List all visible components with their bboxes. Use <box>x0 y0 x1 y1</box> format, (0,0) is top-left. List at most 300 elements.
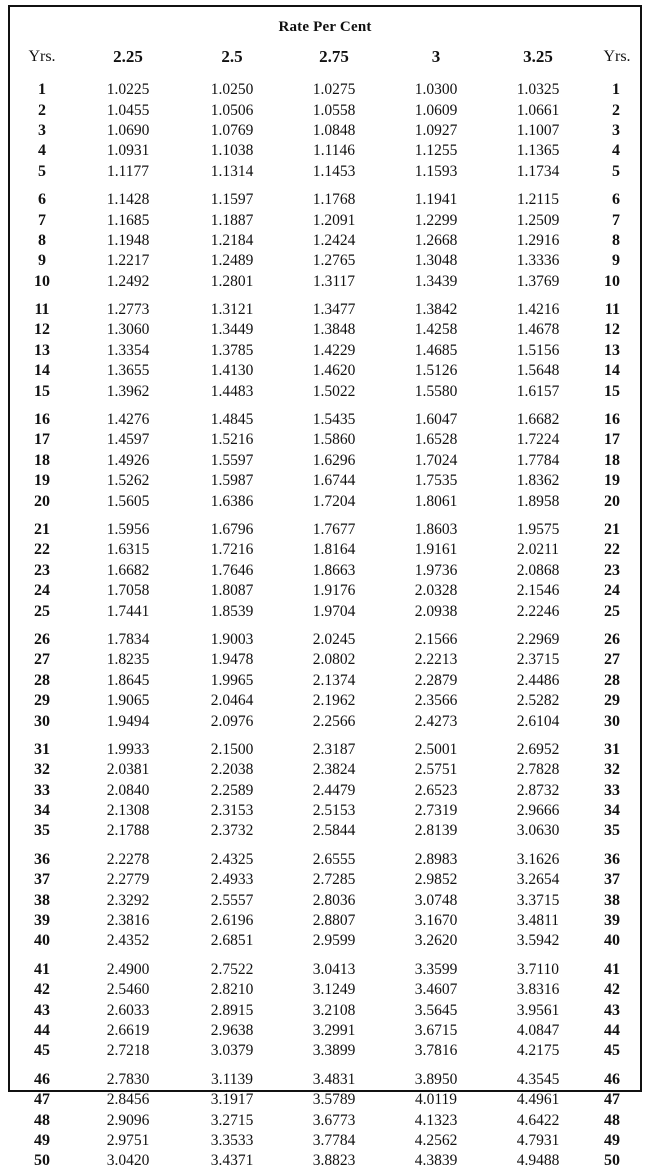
value-cell: 2.2969 <box>516 630 560 648</box>
year-cell-left: 30 <box>34 712 50 730</box>
year-cell-right: 39 <box>604 912 620 930</box>
table-row <box>10 952 644 980</box>
year-cell-right: 14 <box>604 362 620 380</box>
year-cell-left: 28 <box>34 671 50 689</box>
value-cell: 1.5435 <box>312 411 356 429</box>
value-cell: 3.7816 <box>414 1042 458 1060</box>
value-cell: 1.5956 <box>106 521 150 538</box>
value-cell: 1.9161 <box>414 541 458 559</box>
table-row <box>10 292 644 320</box>
year-cell-left: 36 <box>34 850 50 868</box>
value-cell: 3.7784 <box>312 1131 356 1149</box>
value-cell: 2.6196 <box>210 912 254 930</box>
value-cell: 2.3292 <box>106 891 150 909</box>
value-cell: 2.7285 <box>312 871 356 889</box>
value-cell: 2.4352 <box>106 932 150 950</box>
value-cell: 1.2801 <box>210 272 254 290</box>
table-row <box>10 381 644 401</box>
year-cell-left: 46 <box>34 1070 50 1088</box>
value-cell: 3.1670 <box>414 912 458 930</box>
value-cell: 2.2779 <box>106 871 150 889</box>
value-cell: 1.1734 <box>516 162 560 180</box>
value-cell: 1.1453 <box>312 162 356 180</box>
value-cell: 3.2620 <box>414 932 458 950</box>
value-cell: 2.4325 <box>210 850 254 868</box>
value-cell: 2.3187 <box>312 740 356 758</box>
value-cell: 1.7677 <box>312 521 356 538</box>
year-cell-left: 13 <box>34 341 50 359</box>
value-cell: 1.1428 <box>106 191 150 209</box>
value-cell: 1.5860 <box>312 431 356 449</box>
year-cell-left: 12 <box>34 321 50 339</box>
table-row <box>10 402 644 430</box>
spacer-row <box>10 70 644 80</box>
value-cell: 2.5557 <box>210 891 254 909</box>
value-cell: 3.2715 <box>210 1111 254 1129</box>
value-cell: 4.4961 <box>516 1091 560 1109</box>
value-cell: 2.8732 <box>516 781 560 799</box>
value-cell: 1.4685 <box>414 341 458 359</box>
value-cell: 1.7441 <box>106 602 150 620</box>
value-cell: 1.9933 <box>106 740 150 758</box>
value-cell: 1.4258 <box>414 321 458 339</box>
year-cell-left: 31 <box>34 740 50 758</box>
value-cell: 1.1768 <box>312 191 356 209</box>
table-row <box>10 1062 644 1090</box>
table-row <box>10 231 644 251</box>
value-cell: 2.3715 <box>516 651 560 669</box>
value-cell: 3.4811 <box>516 912 560 930</box>
year-cell-left: 24 <box>34 582 50 600</box>
year-cell-right: 18 <box>604 451 620 469</box>
value-cell: 3.2654 <box>516 871 560 889</box>
year-cell-left: 1 <box>38 81 46 99</box>
value-cell: 1.6682 <box>106 561 150 579</box>
value-cell: 1.2916 <box>516 231 560 249</box>
value-cell: 1.2091 <box>312 211 356 229</box>
value-cell: 1.5580 <box>414 382 458 400</box>
year-cell-left: 15 <box>34 382 50 400</box>
value-cell: 1.3655 <box>106 362 150 380</box>
value-cell: 3.8316 <box>516 981 560 999</box>
value-cell: 1.6528 <box>414 431 458 449</box>
value-cell: 1.3477 <box>312 301 356 319</box>
year-cell-left: 21 <box>34 521 50 538</box>
table-row <box>10 162 644 182</box>
value-cell: 2.0211 <box>516 541 560 559</box>
value-cell: 1.2765 <box>312 252 356 270</box>
year-cell-left: 8 <box>38 231 46 249</box>
table-body <box>10 70 644 1172</box>
year-cell-left: 7 <box>38 211 46 229</box>
value-cell: 1.5126 <box>414 362 458 380</box>
value-cell: 1.0225 <box>106 81 150 99</box>
year-cell-right: 36 <box>604 850 620 868</box>
value-cell: 2.0840 <box>106 781 150 799</box>
value-cell: 2.7319 <box>414 802 458 820</box>
year-cell-left: 19 <box>34 472 50 490</box>
value-cell: 1.4620 <box>312 362 356 380</box>
year-cell-right: 21 <box>604 521 620 538</box>
table-row <box>10 121 644 141</box>
value-cell: 2.6555 <box>312 850 356 868</box>
value-cell: 2.6619 <box>106 1021 150 1039</box>
year-cell-left: 45 <box>34 1042 50 1060</box>
year-cell-right: 15 <box>604 382 620 400</box>
year-cell-right: 29 <box>604 692 620 710</box>
value-cell: 1.3785 <box>210 341 254 359</box>
value-cell: 1.4130 <box>210 362 254 380</box>
year-cell-left: 32 <box>34 761 50 779</box>
value-cell: 2.3824 <box>312 761 356 779</box>
year-cell-right: 34 <box>604 802 620 820</box>
year-cell-right: 17 <box>604 431 620 449</box>
value-cell: 2.1546 <box>516 582 560 600</box>
value-cell: 2.9096 <box>106 1111 150 1129</box>
year-cell-right: 22 <box>604 541 620 559</box>
value-cell: 3.6773 <box>312 1111 356 1129</box>
year-cell-left: 6 <box>38 191 46 209</box>
value-cell: 1.1365 <box>516 142 560 160</box>
table-row <box>10 911 644 931</box>
value-cell: 1.5648 <box>516 362 560 380</box>
value-cell: 4.6422 <box>516 1111 560 1129</box>
table-row <box>10 821 644 841</box>
value-cell: 3.1917 <box>210 1091 254 1109</box>
value-cell: 4.0847 <box>516 1021 560 1039</box>
value-cell: 1.4216 <box>516 301 560 319</box>
value-cell: 3.7110 <box>516 960 560 978</box>
value-cell: 1.9575 <box>516 521 560 538</box>
value-cell: 2.6952 <box>516 740 560 758</box>
value-cell: 1.8061 <box>414 492 458 510</box>
year-cell-right: 27 <box>604 651 620 669</box>
value-cell: 2.9599 <box>312 932 356 950</box>
value-cell: 1.4276 <box>106 411 150 429</box>
value-cell: 1.1314 <box>210 162 254 180</box>
value-cell: 3.0379 <box>210 1042 254 1060</box>
year-cell-right: 7 <box>612 211 620 229</box>
year-cell-right: 40 <box>604 932 620 950</box>
value-cell: 4.3545 <box>516 1070 560 1088</box>
value-cell: 2.2213 <box>414 651 458 669</box>
table-row <box>10 732 644 760</box>
value-cell: 1.7058 <box>106 582 150 600</box>
year-cell-right: 47 <box>604 1091 620 1109</box>
table-row <box>10 141 644 161</box>
table-row <box>10 471 644 491</box>
table-row <box>10 890 644 910</box>
value-cell: 3.1249 <box>312 981 356 999</box>
value-cell: 2.2566 <box>312 712 356 730</box>
table-row <box>10 361 644 381</box>
value-cell: 2.5844 <box>312 822 356 840</box>
year-cell-left: 4 <box>38 142 46 160</box>
value-cell: 2.0328 <box>414 582 458 600</box>
value-cell: 4.2562 <box>414 1131 458 1149</box>
value-cell: 1.4483 <box>210 382 254 400</box>
value-cell: 1.5605 <box>106 492 150 510</box>
year-cell-left: 5 <box>38 162 46 180</box>
table-row <box>10 870 644 890</box>
value-cell: 1.1887 <box>210 211 254 229</box>
year-cell-left: 38 <box>34 891 50 909</box>
value-cell: 3.5789 <box>312 1091 356 1109</box>
value-cell: 3.4607 <box>414 981 458 999</box>
value-cell: 2.2038 <box>210 761 254 779</box>
year-cell-left: 20 <box>34 492 50 510</box>
value-cell: 1.8645 <box>106 671 150 689</box>
year-cell-right: 19 <box>604 472 620 490</box>
value-cell: 1.4678 <box>516 321 560 339</box>
value-cell: 1.1941 <box>414 191 458 209</box>
value-cell: 2.4900 <box>106 960 150 978</box>
rate-table <box>10 44 644 1172</box>
table-row <box>10 622 644 650</box>
year-cell-right: 8 <box>612 231 620 249</box>
value-cell: 1.7204 <box>312 492 356 510</box>
table-row <box>10 1041 644 1061</box>
year-cell-left: 43 <box>34 1001 50 1019</box>
year-cell-right: 6 <box>612 191 620 209</box>
value-cell: 2.8915 <box>210 1001 254 1019</box>
year-cell-right: 4 <box>612 142 620 160</box>
value-cell: 1.2217 <box>106 252 150 270</box>
year-cell-right: 16 <box>604 411 620 429</box>
table-row <box>10 1000 644 1020</box>
value-cell: 3.8823 <box>312 1152 356 1170</box>
value-cell: 1.2115 <box>516 191 560 209</box>
value-cell: 1.0690 <box>106 121 150 139</box>
value-cell: 4.7931 <box>516 1131 560 1149</box>
value-cell: 2.6851 <box>210 932 254 950</box>
value-cell: 1.2184 <box>210 231 254 249</box>
value-cell: 1.5987 <box>210 472 254 490</box>
table-row <box>10 650 644 670</box>
year-cell-left: 25 <box>34 602 50 620</box>
value-cell: 2.5751 <box>414 761 458 779</box>
value-cell: 2.8983 <box>414 850 458 868</box>
year-cell-left: 23 <box>34 561 50 579</box>
table-row <box>10 801 644 821</box>
year-cell-left: 22 <box>34 541 50 559</box>
year-cell-right: 24 <box>604 582 620 600</box>
value-cell: 1.8087 <box>210 582 254 600</box>
value-cell: 2.2879 <box>414 671 458 689</box>
value-cell: 1.2299 <box>414 211 458 229</box>
value-cell: 1.7834 <box>106 630 150 648</box>
value-cell: 3.3899 <box>312 1042 356 1060</box>
value-cell: 1.6315 <box>106 541 150 559</box>
year-cell-left: 18 <box>34 451 50 469</box>
value-cell: 4.2175 <box>516 1042 560 1060</box>
value-cell: 2.3153 <box>210 802 254 820</box>
year-cell-left: 3 <box>38 121 46 139</box>
year-cell-right: 48 <box>604 1111 620 1129</box>
year-cell-left: 48 <box>34 1111 50 1129</box>
year-cell-left: 39 <box>34 912 50 930</box>
value-cell: 2.1500 <box>210 740 254 758</box>
value-cell: 3.1139 <box>210 1070 254 1088</box>
value-cell: 1.4597 <box>106 431 150 449</box>
table-row <box>10 581 644 601</box>
value-cell: 2.3732 <box>210 822 254 840</box>
rate-header: 3 <box>431 47 441 66</box>
value-cell: 3.4371 <box>210 1152 254 1170</box>
value-cell: 2.1308 <box>106 802 150 820</box>
year-cell-left: 49 <box>34 1131 50 1149</box>
year-cell-left: 9 <box>38 252 46 270</box>
value-cell: 1.2509 <box>516 211 560 229</box>
year-cell-left: 33 <box>34 781 50 799</box>
value-cell: 1.7535 <box>414 472 458 490</box>
value-cell: 2.9852 <box>414 871 458 889</box>
value-cell: 1.8235 <box>106 651 150 669</box>
value-cell: 1.2424 <box>312 231 356 249</box>
value-cell: 2.9666 <box>516 802 560 820</box>
value-cell: 1.3439 <box>414 272 458 290</box>
year-cell-right: 35 <box>604 822 620 840</box>
year-cell-right: 11 <box>604 301 620 319</box>
value-cell: 3.5645 <box>414 1001 458 1019</box>
value-cell: 1.2668 <box>414 231 458 249</box>
value-cell: 3.3599 <box>414 960 458 978</box>
value-cell: 1.3354 <box>106 341 150 359</box>
value-cell: 2.5460 <box>106 981 150 999</box>
value-cell: 2.6104 <box>516 712 560 730</box>
value-cell: 1.9003 <box>210 630 254 648</box>
value-cell: 4.0119 <box>414 1091 458 1109</box>
table-row <box>10 210 644 230</box>
value-cell: 1.2773 <box>106 301 150 319</box>
value-cell: 3.0413 <box>312 960 356 978</box>
year-cell-left: 35 <box>34 822 50 840</box>
year-cell-left: 44 <box>34 1021 50 1039</box>
value-cell: 1.3962 <box>106 382 150 400</box>
year-cell-right: 50 <box>604 1152 620 1170</box>
value-cell: 2.4486 <box>516 671 560 689</box>
value-cell: 1.9704 <box>312 602 356 620</box>
year-cell-right: 38 <box>604 891 620 909</box>
table-row <box>10 781 644 801</box>
value-cell: 1.0275 <box>312 81 356 99</box>
value-cell: 1.9965 <box>210 671 254 689</box>
value-cell: 1.8164 <box>312 541 356 559</box>
value-cell: 1.6744 <box>312 472 356 490</box>
value-cell: 2.0868 <box>516 561 560 579</box>
value-cell: 3.4831 <box>312 1070 356 1088</box>
table-row <box>10 561 644 581</box>
table-row <box>10 601 644 621</box>
table-row <box>10 341 644 361</box>
value-cell: 1.0300 <box>414 81 458 99</box>
table-row <box>10 512 644 540</box>
value-cell: 2.4933 <box>210 871 254 889</box>
value-cell: 2.7218 <box>106 1042 150 1060</box>
value-cell: 1.0250 <box>210 81 254 99</box>
value-cell: 1.3336 <box>516 252 560 270</box>
value-cell: 1.8958 <box>516 492 560 510</box>
value-cell: 1.7784 <box>516 451 560 469</box>
year-cell-left: 27 <box>34 651 50 669</box>
value-cell: 1.9065 <box>106 692 150 710</box>
header-row <box>10 44 644 70</box>
value-cell: 2.1962 <box>312 692 356 710</box>
value-cell: 1.4229 <box>312 341 356 359</box>
year-cell-left: 16 <box>34 411 50 429</box>
value-cell: 1.6157 <box>516 382 560 400</box>
value-cell: 1.3848 <box>312 321 356 339</box>
value-cell: 2.5282 <box>516 692 560 710</box>
table-row <box>10 1090 644 1110</box>
year-cell-right: 1 <box>612 81 620 99</box>
rate-header: 3.25 <box>523 47 553 66</box>
rate-header: 2.5 <box>221 47 243 66</box>
value-cell: 1.1146 <box>312 142 356 160</box>
year-cell-right: 5 <box>612 162 620 180</box>
table-row <box>10 1151 644 1171</box>
value-cell: 1.8603 <box>414 521 458 538</box>
value-cell: 1.6796 <box>210 521 254 538</box>
value-cell: 3.0748 <box>414 891 458 909</box>
value-cell: 4.9488 <box>516 1152 560 1170</box>
value-cell: 4.3839 <box>414 1152 458 1170</box>
value-cell: 1.7224 <box>516 431 560 449</box>
value-cell: 3.0630 <box>516 822 560 840</box>
value-cell: 2.6523 <box>414 781 458 799</box>
value-cell: 3.2108 <box>312 1001 356 1019</box>
year-cell-left: 2 <box>38 101 46 119</box>
year-cell-left: 29 <box>34 692 50 710</box>
value-cell: 2.8456 <box>106 1091 150 1109</box>
year-cell-right: 23 <box>604 561 620 579</box>
table-row <box>10 80 644 100</box>
value-cell: 1.0325 <box>516 81 560 99</box>
year-cell-right: 43 <box>604 1001 620 1019</box>
rate-header: 2.25 <box>113 47 143 66</box>
value-cell: 1.4926 <box>106 451 150 469</box>
value-cell: 1.9176 <box>312 582 356 600</box>
value-cell: 1.0848 <box>312 121 356 139</box>
value-cell: 1.1007 <box>516 121 560 139</box>
value-cell: 2.7522 <box>210 960 254 978</box>
value-cell: 1.0931 <box>106 142 150 160</box>
value-cell: 2.2246 <box>516 602 560 620</box>
value-cell: 1.2489 <box>210 252 254 270</box>
year-cell-right: 25 <box>604 602 620 620</box>
year-cell-right: 13 <box>604 341 620 359</box>
value-cell: 1.3121 <box>210 301 254 319</box>
table-row <box>10 760 644 780</box>
year-cell-right: 30 <box>604 712 620 730</box>
table-row <box>10 1021 644 1041</box>
year-cell-left: 34 <box>34 802 50 820</box>
year-cell-left: 11 <box>34 301 50 319</box>
value-cell: 3.9561 <box>516 1001 560 1019</box>
value-cell: 4.1323 <box>414 1111 458 1129</box>
table-row <box>10 272 644 292</box>
value-cell: 1.3449 <box>210 321 254 339</box>
value-cell: 1.5262 <box>106 472 150 490</box>
value-cell: 2.5153 <box>312 802 356 820</box>
value-cell: 1.1038 <box>210 142 254 160</box>
value-cell: 1.0769 <box>210 121 254 139</box>
value-cell: 1.1593 <box>414 162 458 180</box>
year-cell-right: 20 <box>604 492 620 510</box>
year-cell-right: 9 <box>612 252 620 270</box>
table-row <box>10 711 644 731</box>
value-cell: 2.1374 <box>312 671 356 689</box>
